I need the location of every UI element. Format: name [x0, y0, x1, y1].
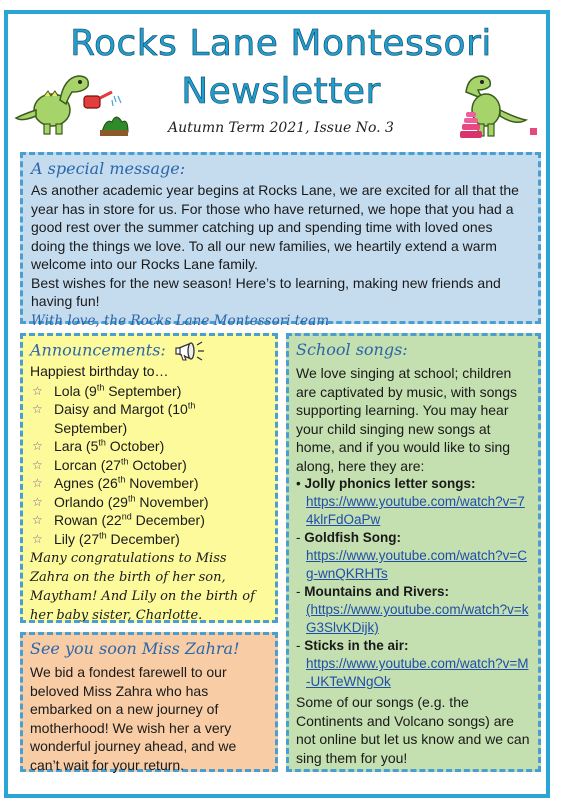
star-bullet-icon: ☆ [32, 494, 43, 509]
congratulations-text: Many congratulations to Miss Zahra on the birth of her son, Maytham! And Lily on the birth of her baby sister, Charlotte. [30, 551, 255, 623]
farewell-heading: See you soon Miss Zahra! [30, 639, 240, 658]
song-item [296, 475, 531, 529]
special-message-body: As another academic year begins at Rocks Lane, we are excited for all that the year has in store for us. For those who have returned, we hope that you had a good rest over the summer catching up and spending time with loved ones doing the things we love. To all our new families, we heartily extend a warm welcome into our Rocks Lane family. [31, 182, 519, 272]
birthday-item [30, 400, 268, 437]
birthday-ordinal: th [127, 492, 136, 503]
birthday-month: September) [104, 382, 182, 399]
song-bullet: - [296, 638, 301, 653]
birthday-month: October) [128, 456, 187, 473]
star-bullet-icon: ☆ [32, 513, 43, 527]
birthday-ordinal: th [187, 400, 196, 411]
song-bullet: - [296, 530, 301, 545]
song-title: Mountains and Rivers: [304, 584, 450, 599]
school-songs-outro: Some of our songs (e.g. the Continents and Volcano songs) are not online but let us know and we can sing them for you! [296, 694, 530, 766]
birthday-intro: Happiest birthday to… [30, 363, 169, 379]
birthday-item [30, 456, 268, 475]
announcements-heading-text: Announcements: [30, 340, 166, 360]
farewell-box [20, 632, 278, 772]
farewell-body: We bid a fondest farewell to our beloved Miss Zahra who has embarked on a new journey of motherhood! We wish her a very wonderful journey ahead, and we can’t wait for your return. [30, 664, 237, 773]
birthday-month: December) [106, 530, 180, 547]
dinosaur-watering-can-icon [14, 70, 132, 140]
school-songs-intro: We love singing at school; children are captivated by music, with songs supporting learning. You may hear your child singing new songs at home, and if you would like to sing along, here they are: [296, 365, 517, 474]
birthday-list [30, 382, 268, 549]
birthday-item [30, 382, 268, 401]
birthday-ordinal: th [117, 474, 126, 485]
song-link[interactable]: https://www.youtube.com/watch?v=74klrFdOaPw [306, 494, 525, 527]
birthday-item [30, 493, 268, 512]
special-message-wishes: Best wishes for the new season! Here’s to learning, making new friends and having fun! [31, 274, 501, 309]
birthday-item [30, 511, 268, 530]
star-bullet-icon: ☆ [32, 383, 43, 398]
dinosaur-stacking-rings-icon [456, 72, 542, 144]
birthday-name: Lorcan (27 [54, 456, 121, 473]
birthday-name: Agnes (26 [54, 475, 118, 491]
announcements-heading [30, 340, 268, 362]
song-title: Goldfish Song: [304, 530, 402, 545]
birthday-name: Lola (9 [54, 382, 97, 399]
song-title: Sticks in the air: [304, 638, 409, 653]
birthday-month: December) [131, 512, 205, 528]
birthday-item [30, 530, 268, 549]
star-bullet-icon: ☆ [32, 457, 43, 472]
birthday-ordinal: th [98, 437, 106, 448]
birthday-ordinal: th [120, 455, 129, 466]
birthday-month: October) [105, 438, 165, 454]
star-bullet-icon: ☆ [32, 402, 43, 416]
birthday-item [30, 474, 268, 493]
song-link[interactable]: https://www.youtube.com/watch?v=Cg-wnQKRHTs [306, 548, 527, 581]
song-list [296, 475, 531, 691]
megaphone-icon [175, 340, 205, 362]
newsletter-title-line1: Rocks Lane Montessori [70, 23, 492, 64]
school-songs-box [286, 333, 541, 772]
special-message-signoff: With love, the Rocks Lane Montessori team [31, 312, 330, 329]
song-item [296, 583, 531, 637]
birthday-ordinal: th [99, 529, 107, 540]
birthday-month: November) [125, 475, 199, 491]
song-bullet: - [296, 584, 301, 599]
birthday-name: Rowan (22 [54, 512, 122, 528]
birthday-name: Lily (27 [54, 530, 100, 547]
song-link[interactable]: (https://www.youtube.com/watch?v=kG3SlvKDijk) [306, 602, 529, 635]
special-message-heading: A special message: [31, 159, 186, 178]
school-songs-heading: School songs: [296, 340, 408, 359]
song-title: Jolly phonics letter songs: [304, 476, 476, 491]
birthday-month: November) [135, 493, 209, 510]
star-bullet-icon: ☆ [32, 439, 43, 453]
special-message-box [20, 152, 541, 329]
birthday-month: September) [54, 419, 128, 436]
birthday-name: Lara (5 [54, 438, 99, 454]
birthday-name: Orlando (29 [54, 493, 128, 510]
star-bullet-icon: ☆ [32, 476, 43, 490]
birthday-ordinal: th [96, 381, 105, 392]
birthday-ordinal: nd [121, 511, 132, 522]
birthday-item [30, 437, 268, 456]
song-link[interactable]: https://www.youtube.com/watch?v=M-UKTeWNgOk [306, 656, 529, 689]
song-item [296, 529, 531, 583]
song-bullet: • [296, 476, 301, 491]
birthday-name: Daisy and Margot (10 [54, 401, 188, 417]
star-bullet-icon: ☆ [32, 531, 43, 546]
newsletter-title-line2: Newsletter [181, 71, 381, 112]
announcements-box [20, 333, 278, 623]
issue-subtitle: Autumn Term 2021, Issue No. 3 [168, 120, 394, 136]
song-item [296, 637, 531, 691]
